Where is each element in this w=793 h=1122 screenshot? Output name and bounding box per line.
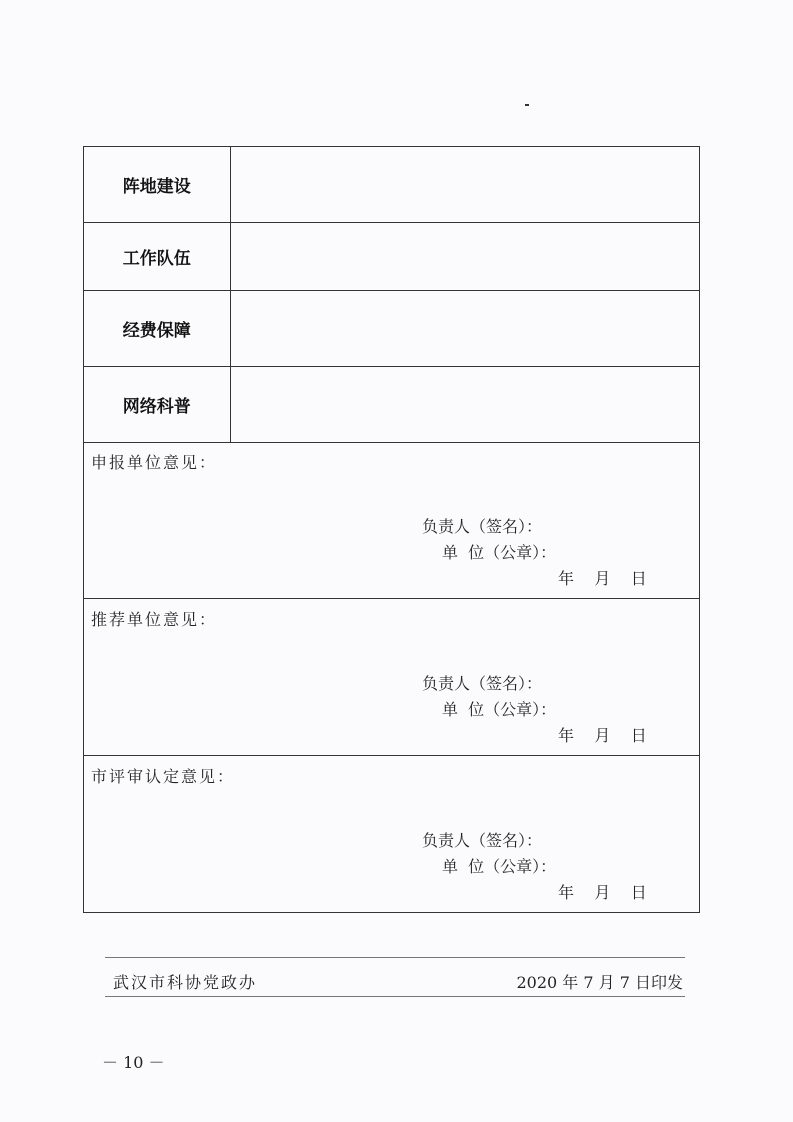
row-content-funding	[230, 291, 699, 367]
row-content-work-team	[230, 223, 699, 291]
scan-mark	[525, 104, 529, 106]
seal-line: 单 位（公章）：	[442, 700, 557, 719]
row-content-online-science	[230, 367, 699, 443]
issue-date: 2020 年 7 月 7 日印发	[516, 973, 683, 992]
date-line: 年 月 日	[558, 726, 647, 745]
table-row	[84, 367, 700, 443]
recommender-opinion-box	[83, 598, 700, 756]
imprint-top-rule	[105, 957, 685, 958]
signature-line: 负责人（签名）：	[422, 674, 543, 693]
signature-line: 负责人（签名）：	[422, 831, 543, 850]
signature-line: 负责人（签名）：	[422, 517, 543, 536]
row-label-work-team: 工作队伍	[84, 223, 231, 291]
page-number: － 10 －	[102, 1053, 165, 1072]
form-table	[83, 146, 700, 443]
city-review-opinion-box	[83, 755, 700, 913]
seal-line: 单 位（公章）：	[442, 543, 557, 562]
issuer: 武汉市科协党政办	[113, 973, 258, 992]
row-label-base-construction: 阵地建设	[84, 147, 231, 223]
table-row	[84, 223, 700, 291]
applicant-opinion-box	[83, 442, 700, 599]
opinion-title: 推荐单位意见：	[91, 610, 218, 629]
row-label-online-science: 网络科普	[84, 367, 231, 443]
date-line: 年 月 日	[558, 569, 647, 588]
table-row	[84, 291, 700, 367]
row-label-funding: 经费保障	[84, 291, 231, 367]
imprint-bottom-rule	[105, 996, 685, 997]
row-content-base-construction	[230, 147, 699, 223]
opinion-title: 申报单位意见：	[91, 453, 218, 472]
opinion-title: 市评审认定意见：	[91, 767, 236, 786]
seal-line: 单 位（公章）：	[442, 857, 557, 876]
table-row	[84, 147, 700, 223]
date-line: 年 月 日	[558, 883, 647, 902]
